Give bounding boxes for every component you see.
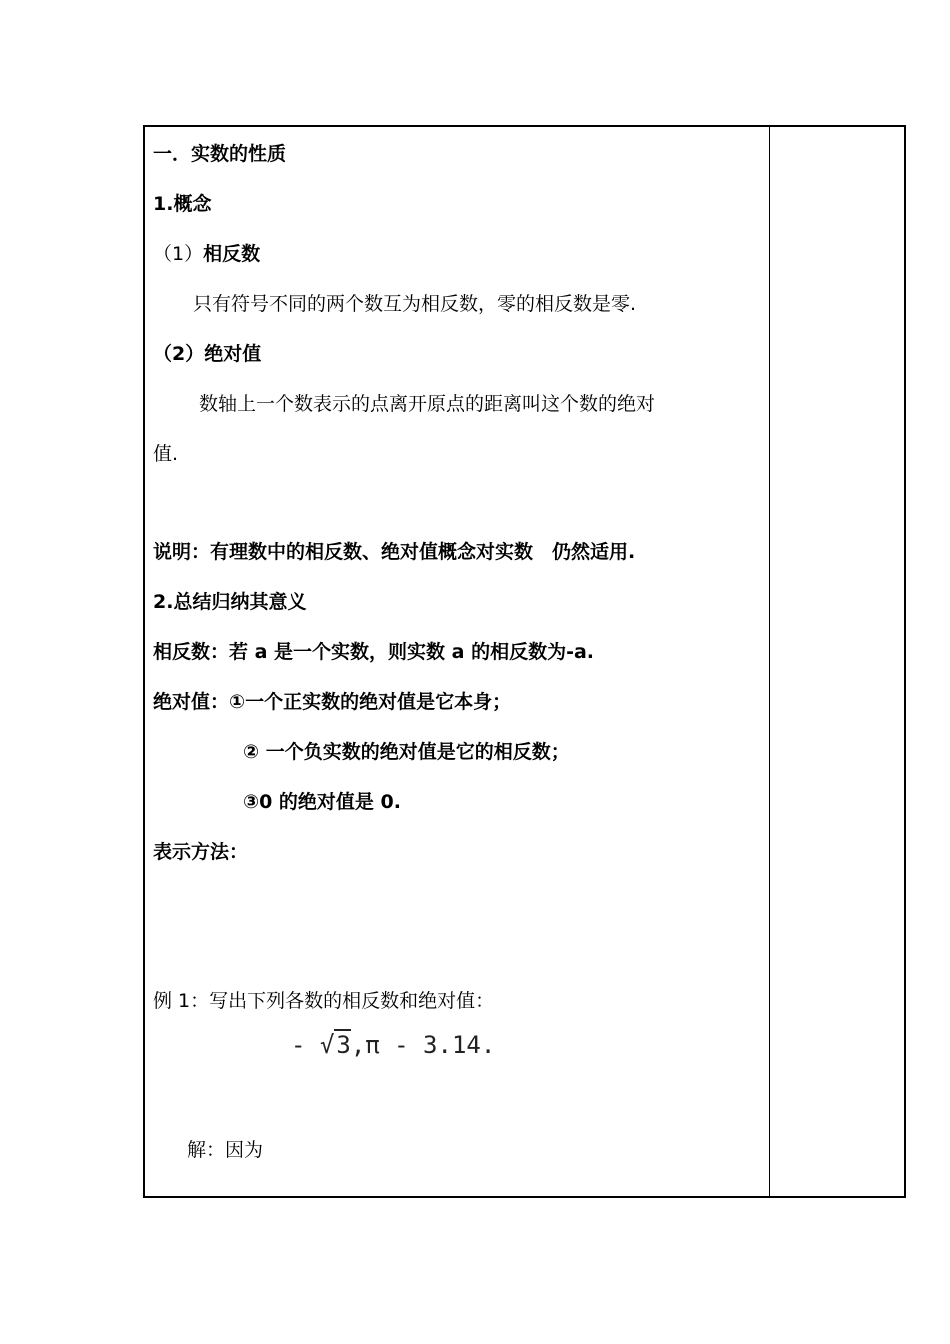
opposite-heading-label: 相反数 [203, 243, 261, 265]
representation-label: 表示方法： [153, 841, 249, 863]
sqrt-symbol: √3 [319, 1031, 351, 1059]
solution-label: 解：因为 [187, 1139, 264, 1161]
opposite-heading [153, 242, 260, 266]
example-formula [291, 1030, 495, 1060]
absolute-heading: （2）绝对值 [153, 343, 262, 365]
formula-rest: ,π - 3.14. [350, 1031, 496, 1059]
section-title: 一．实数的性质 [153, 143, 287, 165]
absolute-definition-3: ③0 的绝对值是 0. [243, 791, 401, 813]
summary-heading: 2.总结归纳其意义 [153, 591, 307, 613]
absolute-definition-2: ② 一个负实数的绝对值是它的相反数； [243, 741, 570, 763]
content-table [143, 125, 906, 1198]
formula-radicand: 3 [336, 1031, 351, 1059]
column-divider [769, 127, 770, 1196]
absolute-text-line2: 值. [153, 443, 179, 465]
opposite-text: 只有符号不同的两个数互为相反数，零的相反数是零. [193, 293, 637, 315]
opposite-definition: 相反数：若 a 是一个实数，则实数 a 的相反数为-a. [153, 641, 595, 663]
note: 说明：有理数中的相反数、绝对值概念对实数 仍然适用. [153, 541, 636, 563]
formula-negative-sign: - [291, 1031, 320, 1059]
opposite-heading-prefix: （1） [153, 243, 204, 265]
example-prompt: 例 1：写出下列各数的相反数和绝对值： [153, 990, 495, 1012]
concept-heading: 1.概念 [153, 193, 212, 215]
absolute-text-line1: 数轴上一个数表示的点离开原点的距离叫这个数的绝对 [199, 393, 656, 415]
absolute-definition-1: 绝对值：①一个正实数的绝对值是它本身； [153, 691, 512, 713]
